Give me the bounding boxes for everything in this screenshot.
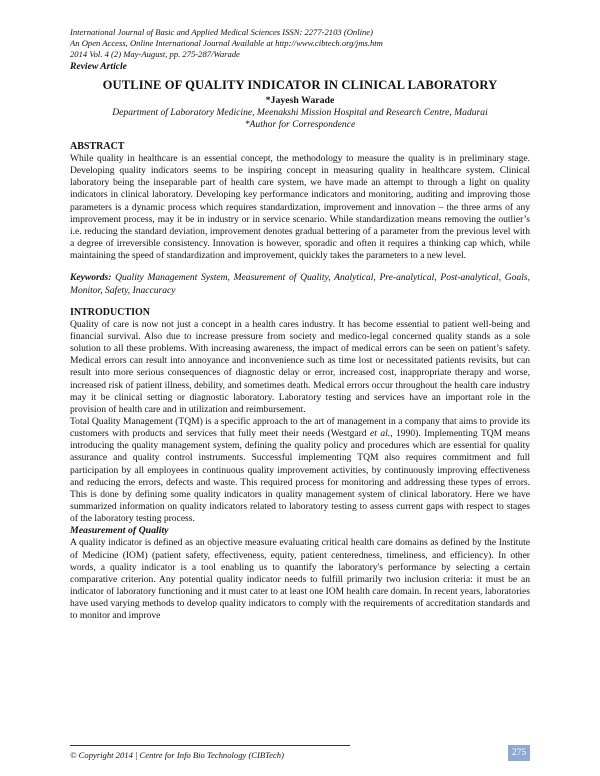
tqm-text-start: Total Quality Management (TQM) is a specific approach to the art of management in a company that aims to provide its customers with products and services that fully meet their needs (Westgard — [70, 415, 530, 440]
footer-copyright: © Copyright 2014 | Centre for Info Bio Technology (CIBTech) — [70, 750, 284, 760]
introduction-paragraph-2 — [70, 416, 530, 525]
keywords-label: Keywords: — [70, 272, 112, 284]
correspondence: *Author for Correspondence — [244, 119, 356, 130]
measurement-paragraph-1: A quality indicator is defined as an objective measure evaluating critical health care domains as defined by the Institute of Medicine (IOM) (patient safety, effectiveness, equity, patient centeredness, timeliness, and efficiency). In other words, a quality indicator is a tool enabling us to quantify the laboratory's performance by selecting a certain comparative criterion. Any potential quality indicator needs to fulfill primarily two inclusion criteria: it must be an indicator of laboratory functioning and it must cater to at least one IOM health care domain. In recent years, laboratories have used varying methods to develop quality indicators to comply with the requirements of accreditation standards and to monitor and improve — [70, 537, 530, 622]
access-line: An Open Access, Online International Journal Available at http://www.cibtech.org/jms.htm — [70, 38, 383, 48]
paper-title: OUTLINE OF QUALITY INDICATOR IN CLINICAL LABORATORY — [102, 78, 498, 92]
introduction-heading: INTRODUCTION — [70, 306, 151, 318]
abstract-text: While quality in healthcare is an essential concept, the methodology to measure the quality is in preliminary stage. Developing quality indicators seems to be inspiring concept in measuring quality in healthcare system. Clinical laboratory being the inseparable part of health care system, we have made an attempt to through a light on quality indicators in clinical laboratory. Developing key performance indicators and monitoring, auditing and improving those parameters is a dynamic process which requires standardization, improvement and innovation – the three arms of any improvement process, may it be in industry or in service scenario. While standardization means removing the outlier’s i.e. reducing the standard deviation, improvement denotes gradual bettering of a parameter from the previous level with a degree of irreversible consistency. Innovation is however, sporadic and often it requires a thinking cap which, while maintaining the speed of standardization and improvement, quickly takes the parameters to a new level. — [70, 153, 530, 262]
abstract-heading: ABSTRACT — [70, 141, 125, 152]
introduction-paragraph-1: Quality of care is now not just a concept in a health cares industry. It has become essential to patient well-being and financial survival. Also due to increase pressure from society and medico-legal concerned quality stands as a sole solution to all these problems. With increasing awareness, the impact of medical errors can be seen on patient’s safety. Medical errors can result into annoyance and inconvenience such as time lost or necessitated patients revisits, but can result into more serious consequences of diagnostic delay or error, increased cost, inappropriate therapy and worse, increased risk of patient illness, debility, and sometimes death. Medical errors occur throughout the health care industry may it be clinical setting or diagnostic laboratory. Laboratory testing and services have an important role in the provision of health care and in utilization and reimbursement. — [70, 318, 530, 415]
tqm-text-end: , 1990). Implementing TQM means introducing the quality management system, defining the quality policy and procedures which are essential for quality assurance and quality control instruments. Successful implementing TQM also requires commitment and full participation by all employees in continuous quality improvement activities, by continuously improving effectiveness and reducing the errors, defects and waste. This required process for monitoring and addressing these types of errors. This is done by defining some quality indicators in quality management system of clinical laboratory. Here we have summarized information on quality indicators related to laboratory testing to assess current gaps with respect to stages of the laboratory testing process. — [70, 428, 530, 525]
author: *Jayesh Warade — [265, 95, 335, 106]
volume-line: 2014 Vol. 4 (2) May-August, pp. 275-287/Warade — [70, 49, 240, 59]
page-footer — [70, 745, 530, 765]
keywords — [70, 272, 530, 296]
journal-line: International Journal of Basic and Applied Medical Sciences ISSN: 2277-2103 (Online) — [70, 27, 373, 37]
keywords-text: Quality Management System, Measurement of Quality, Analytical, Pre-analytical, Post-analytical, Goals, Monitor, Safety, Inaccuracy — [70, 272, 530, 296]
citation-et-al: et al. — [370, 428, 391, 440]
footer-rule — [70, 745, 350, 746]
measurement-heading: Measurement of Quality — [70, 525, 169, 537]
page-number: 275 — [508, 745, 530, 761]
article-type: Review Article — [70, 61, 127, 72]
affiliation: Department of Laboratory Medicine, Meenakshi Mission Hospital and Research Centre, Madurai — [112, 107, 488, 118]
